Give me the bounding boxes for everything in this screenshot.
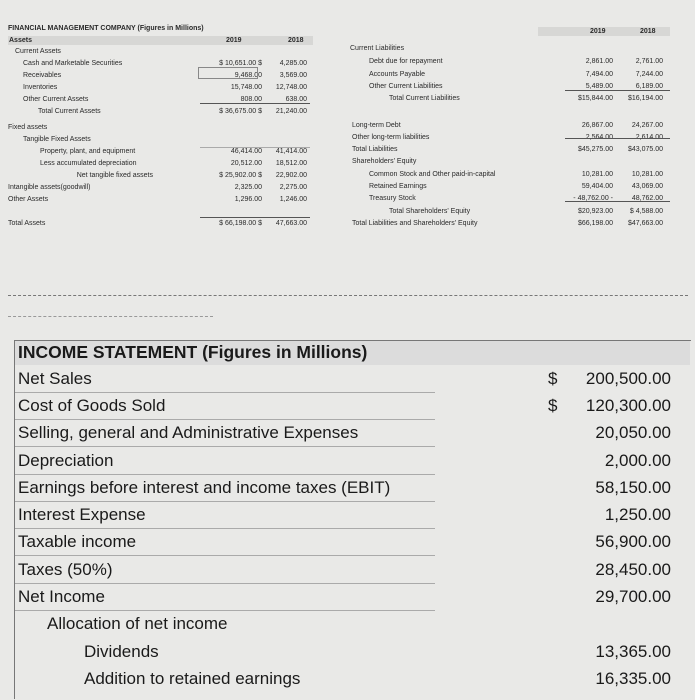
asset-row-2019: $ 66,198.00 $ bbox=[219, 220, 262, 227]
income-row-value: 56,900.00 bbox=[595, 532, 671, 551]
income-row-value: 1,250.00 bbox=[604, 505, 671, 524]
assets-year-2018: 2018 bbox=[288, 37, 304, 44]
asset-row-2018: 1,246.00 bbox=[279, 196, 307, 203]
asset-row-label: Other Current Assets bbox=[23, 96, 89, 103]
assets-header-band bbox=[8, 36, 313, 45]
assets-header: Assets bbox=[9, 37, 32, 44]
liabilities-year-2019: 2019 bbox=[590, 28, 606, 35]
liability-row-label: Total Liabilities and Shareholders' Equity bbox=[352, 220, 478, 227]
liability-row-2019: 59,404.00 bbox=[581, 183, 613, 190]
asset-row-2018: 4,285.00 bbox=[279, 60, 307, 67]
asset-row-label: Less accumulated depreciation bbox=[40, 160, 137, 167]
income-row-label: Taxes (50%) bbox=[18, 560, 113, 579]
income-row-currency: $ bbox=[548, 396, 558, 415]
receivables-highlight-box bbox=[198, 67, 258, 79]
income-row-label: Net Income bbox=[18, 587, 105, 606]
income-row-label: Selling, general and Administrative Expenses bbox=[18, 423, 359, 442]
asset-row-label: Net tangible fixed assets bbox=[76, 172, 153, 179]
asset-row-label: Total Current Assets bbox=[38, 108, 101, 115]
liability-row-2019: 2,861.00 bbox=[585, 58, 613, 65]
asset-row-label: Current Assets bbox=[15, 48, 61, 55]
liability-row-label: Total Current Liabilities bbox=[389, 95, 460, 102]
liability-row-2019: 10,281.00 bbox=[581, 171, 613, 178]
equity-rule bbox=[565, 201, 670, 202]
asset-row-label: Cash and Marketable Securities bbox=[23, 60, 123, 67]
liability-row-2019: $45,275.00 bbox=[577, 146, 613, 153]
income-row-value: 200,500.00 bbox=[585, 369, 671, 388]
assets-year-2019: 2019 bbox=[226, 37, 242, 44]
liability-row-label: Other long-term liabilities bbox=[352, 134, 430, 141]
income-row-value: 13,365.00 bbox=[595, 642, 671, 661]
asset-row-2019: 15,748.00 bbox=[230, 84, 262, 91]
liability-row-2018: 48,762.00 bbox=[631, 195, 663, 202]
assets-total-rule bbox=[200, 217, 310, 218]
liability-row-2018: 43,069.00 bbox=[631, 183, 663, 190]
liability-row-2018: $ 4,588.00 bbox=[629, 208, 663, 215]
asset-row-2018: 18,512.00 bbox=[275, 160, 307, 167]
asset-row-2018: 638.00 bbox=[285, 96, 307, 103]
asset-row-2019: $ 25,902.00 $ bbox=[219, 172, 262, 179]
income-row-label: Net Sales bbox=[18, 369, 92, 388]
asset-row-label: Intangible assets(goodwill) bbox=[8, 184, 91, 191]
income-statement-title: INCOME STATEMENT (Figures in Millions) bbox=[18, 342, 368, 362]
asset-row-label: Fixed assets bbox=[8, 124, 48, 131]
liability-row-2018: $43,075.00 bbox=[627, 146, 663, 153]
liability-row-2019: 2,564.00 bbox=[585, 134, 613, 141]
liability-row-2018: $47,663.00 bbox=[627, 220, 663, 227]
income-row-label: Interest Expense bbox=[18, 505, 146, 524]
asset-row-label: Inventories bbox=[23, 84, 58, 91]
income-row-label: Taxable income bbox=[18, 532, 137, 551]
income-row-value: 29,700.00 bbox=[595, 587, 671, 606]
liability-row-label: Long-term Debt bbox=[352, 122, 401, 129]
asset-row-2018: 22,902.00 bbox=[275, 172, 307, 179]
asset-row-2019: $ 36,675.00 $ bbox=[219, 108, 262, 115]
liability-row-2018: 2,761.00 bbox=[635, 58, 663, 65]
asset-row-2019: 2,325.00 bbox=[234, 184, 262, 191]
income-row-value: 2,000.00 bbox=[604, 451, 671, 470]
asset-row-2019: $ 10,651.00 $ bbox=[219, 60, 262, 67]
liability-row-2018: 2,614.00 bbox=[635, 134, 663, 141]
liability-row-label: Current Liabilities bbox=[350, 45, 405, 52]
asset-row-2018: 12,748.00 bbox=[275, 84, 307, 91]
liability-row-2019: $20,923.00 bbox=[577, 208, 613, 215]
liability-row-label: Retained Earnings bbox=[369, 183, 427, 190]
ppe-rule bbox=[200, 147, 310, 148]
asset-row-label: Property, plant, and equipment bbox=[40, 148, 136, 155]
asset-row-label: Receivables bbox=[23, 72, 62, 79]
liability-row-label: Debt due for repayment bbox=[369, 58, 443, 65]
income-row-label: Earnings before interest and income taxes (EBIT) bbox=[18, 478, 391, 497]
income-row-label: Depreciation bbox=[18, 451, 114, 470]
income-row-value: 16,335.00 bbox=[595, 669, 671, 688]
liabilities-year-2018: 2018 bbox=[640, 28, 656, 35]
liability-row-2019: $15,844.00 bbox=[577, 95, 613, 102]
income-row-label: Addition to retained earnings bbox=[84, 669, 301, 688]
company-title: FINANCIAL MANAGEMENT COMPANY (Figures in Millions) bbox=[8, 25, 204, 32]
liability-row-label: Treasury Stock bbox=[369, 195, 416, 202]
asset-row-label: Tangible Fixed Assets bbox=[23, 136, 91, 143]
assets-subtotal-rule bbox=[200, 103, 310, 104]
asset-row-label: Other Assets bbox=[8, 196, 49, 203]
asset-row-2018: 41,414.00 bbox=[275, 148, 307, 155]
asset-row-label: Total Assets bbox=[8, 220, 46, 227]
liability-row-label: Common Stock and Other paid-in-capital bbox=[369, 171, 496, 178]
liability-row-2018: 24,267.00 bbox=[631, 122, 663, 129]
asset-row-2019: 20,512.00 bbox=[230, 160, 262, 167]
dashed-separator-short bbox=[8, 316, 213, 317]
liab-lt-rule bbox=[565, 138, 670, 139]
income-row-label: Dividends bbox=[84, 642, 159, 661]
asset-row-2019: 808.00 bbox=[240, 96, 262, 103]
liability-row-label: Total Liabilities bbox=[352, 146, 398, 153]
income-row-label: Allocation of net income bbox=[47, 614, 228, 633]
dashed-separator bbox=[8, 295, 688, 296]
liab-subtotal-rule bbox=[565, 90, 670, 91]
liability-row-2019: 7,494.00 bbox=[585, 71, 613, 78]
income-row-value: 120,300.00 bbox=[585, 396, 671, 415]
income-row-value: 28,450.00 bbox=[595, 560, 671, 579]
asset-row-2018: 2,275.00 bbox=[279, 184, 307, 191]
liability-row-2018: 6,189.00 bbox=[635, 83, 663, 90]
liability-row-label: Total Shareholders' Equity bbox=[389, 208, 471, 215]
liability-row-label: Other Current Liabilities bbox=[369, 83, 443, 90]
liability-row-2018: 7,244.00 bbox=[635, 71, 663, 78]
asset-row-2018: 21,240.00 bbox=[275, 108, 307, 115]
liability-row-label: Accounts Payable bbox=[369, 71, 426, 78]
liability-row-2019: 5,489.00 bbox=[585, 83, 613, 90]
liability-row-2019: $66,198.00 bbox=[577, 220, 613, 227]
income-row-label: Cost of Goods Sold bbox=[18, 396, 166, 415]
income-row-currency: $ bbox=[548, 369, 558, 388]
liability-row-2018: $16,194.00 bbox=[627, 95, 663, 102]
asset-row-2019: 46,414.00 bbox=[230, 148, 262, 155]
income-row-value: 20,050.00 bbox=[595, 423, 671, 442]
asset-row-2018: 3,569.00 bbox=[279, 72, 307, 79]
liability-row-label: Shareholders' Equity bbox=[352, 158, 417, 165]
asset-row-2019: 9,468.00 bbox=[234, 72, 262, 79]
liability-row-2019: 26,867.00 bbox=[581, 122, 613, 129]
income-row-value: 58,150.00 bbox=[595, 478, 671, 497]
liability-row-2018: 10,281.00 bbox=[631, 171, 663, 178]
asset-row-2018: 47,663.00 bbox=[275, 220, 307, 227]
asset-row-2019: 1,296.00 bbox=[234, 196, 262, 203]
liability-row-2019: - 48,762.00 - bbox=[573, 195, 613, 202]
